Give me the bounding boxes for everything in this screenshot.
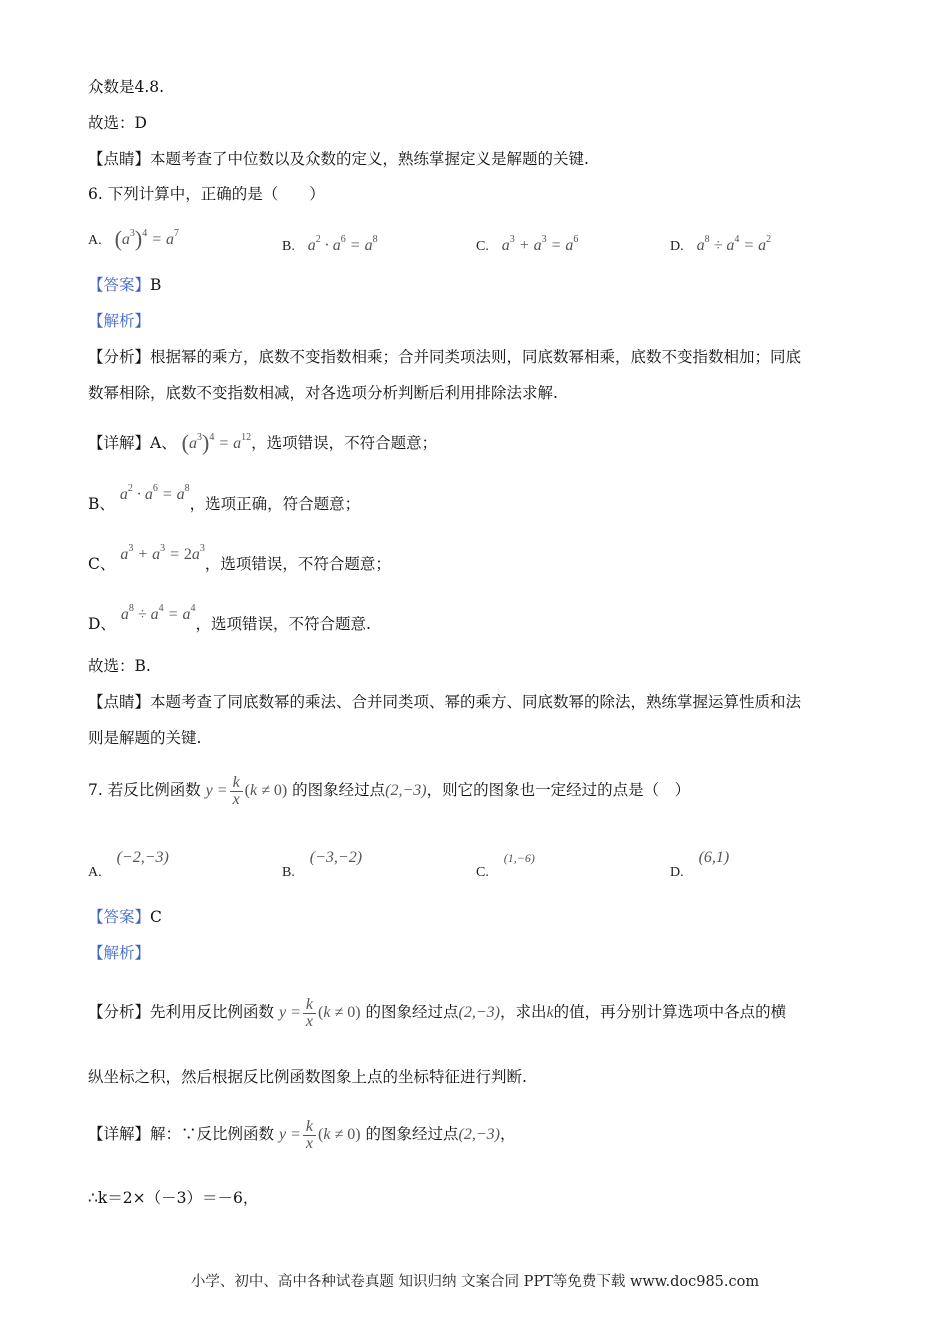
option-value: (6,1) (698, 849, 730, 866)
q7-suffix: ，则它的图象也一定经过的点是（ ） (426, 781, 691, 799)
fenxi-prefix: 先利用反比例函数 (150, 1003, 275, 1021)
math-expression: $(a^3)^4 = a^7$ (114, 226, 180, 251)
item-prefix: A、 (150, 434, 177, 452)
xiangjie-suffix: ， (499, 1125, 516, 1143)
q7-option-c (476, 846, 535, 880)
xiangjie-b (88, 483, 361, 516)
option-label: D. (670, 239, 684, 254)
math-expression: $a^2 \cdot a^6 = a^8$ (307, 234, 378, 254)
tag-fenxi: 【分析】 (88, 1003, 151, 1021)
math-function: y = $\frac{k}{x}$ (k ≠ 0) (278, 1117, 361, 1152)
text-line (88, 691, 801, 713)
xiangjie-7 (88, 1112, 515, 1157)
xiangjie-prefix: 解：∵反比例函数 (150, 1125, 275, 1143)
q7-prefix: 7. 若反比例函数 (88, 781, 201, 799)
text-line: ∴k＝2×（－3）＝－6， (88, 1189, 259, 1207)
fenxi-suffix: 的值，再分别计算选项中各点的横 (553, 1003, 787, 1021)
math-expression: $a^3 + a^3 = 2a^3$ (120, 543, 205, 563)
item-suffix: ，选项错误，不符合题意. (195, 615, 371, 633)
tag-xiangjie: 【详解】 (88, 1125, 151, 1143)
tag-dianjing: 【点睛】 (88, 150, 151, 168)
q6-option-d (670, 229, 771, 258)
option-value: (−2,−3) (116, 849, 169, 866)
option-value: (−3,−2) (309, 849, 363, 866)
fenxi-7 (88, 990, 786, 1035)
tag-fenxi: 【分析】 (88, 348, 151, 366)
math-expression: $(a^3)^4 = a^{12}$ (181, 430, 252, 455)
q7-option-b (282, 846, 363, 880)
answer-value: B (150, 276, 162, 294)
math-expression: $a^2 \cdot a^6 = a^8$ (119, 483, 190, 503)
option-label: C. (476, 239, 489, 254)
math-function: y = $\frac{k}{x}$ (k ≠ 0) (278, 995, 361, 1030)
xiangjie-mid: 的图象经过点 (365, 1125, 459, 1143)
tag-xiangjie: 【详解】 (88, 434, 151, 452)
xiangjie-c (88, 543, 391, 576)
math-expression: $a^8 \div a^4 = a^4$ (120, 603, 196, 623)
question-7 (88, 770, 690, 811)
item-prefix: B、 (88, 495, 115, 513)
text-line: 众数是4.8. (88, 78, 165, 96)
q7-option-a (88, 846, 169, 880)
option-label: C. (476, 865, 489, 880)
tag-answer: 【答案】 (88, 276, 151, 294)
q7-mid: 的图象经过点 (292, 781, 386, 799)
text-line (88, 148, 589, 170)
item-suffix: ，选项正确，符合题意； (189, 495, 361, 513)
fenxi-text: 根据幂的乘方，底数不变指数相乘；合并同类项法则，同底数幂相乘，底数不变指数相加；同底 (150, 348, 802, 366)
math-point: (2,−3) (458, 1004, 500, 1021)
page-footer: 小学、初中、高中各种试卷真题 知识归纳 文案合同 PPT等免费下载 www.doc985.com (190, 1274, 760, 1290)
tag-answer: 【答案】 (88, 908, 151, 926)
option-label: D. (670, 865, 684, 880)
xiangjie-a (88, 427, 437, 455)
option-label: B. (282, 865, 295, 880)
q7-option-d (670, 846, 730, 880)
text-line: 数幂相除，底数不变指数相减，对各选项分析判断后利用排除法求解. (88, 384, 558, 402)
math-expression: $a^3 + a^3 = a^6$ (501, 234, 579, 254)
option-label: B. (282, 239, 295, 254)
text-line: 故选：B. (88, 657, 151, 675)
text-line: 则是解题的关键. (88, 729, 202, 747)
q6-option-a (88, 223, 179, 252)
math-expression: $a^8 \div a^4 = a^2$ (696, 234, 772, 254)
item-suffix: ，选项错误，不符合题意； (251, 434, 438, 452)
item-prefix: C、 (88, 555, 116, 573)
fenxi-mid2: ，求出 (499, 1003, 547, 1021)
tag-dianjing: 【点睛】 (88, 693, 151, 711)
dianjing-text: 本题考查了同底数幂的乘法、合并同类项、幂的乘方、同底数幂的除法，熟练掌握运算性质和法 (150, 693, 802, 711)
option-value: (1,−6) (503, 851, 535, 865)
math-function: y = $\frac{k}{x}$ (k ≠ 0) (205, 773, 288, 808)
q6-option-b (282, 229, 378, 258)
item-suffix: ，选项错误，不符合题意； (204, 555, 391, 573)
answer-line (88, 906, 162, 928)
q6-option-c (476, 229, 578, 258)
xiangjie-d (88, 603, 371, 636)
tag-analysis: 【解析】 (88, 312, 151, 330)
item-prefix: D、 (88, 615, 116, 633)
math-k: k (546, 1004, 554, 1021)
text-line: 故选：D (88, 114, 147, 132)
text-line (88, 346, 801, 368)
fenxi-mid: 的图象经过点 (365, 1003, 459, 1021)
dianjing-text: 本题考查了中位数以及众数的定义，熟练掌握定义是解题的关键. (150, 150, 589, 168)
text-line: 纵坐标之积，然后根据反比例函数图象上点的坐标特征进行判断. (88, 1068, 527, 1086)
tag-analysis: 【解析】 (88, 944, 151, 962)
math-point: (2,−3) (458, 1126, 500, 1143)
answer-line (88, 274, 161, 296)
question-6: 6. 下列计算中，正确的是（ ） (88, 185, 325, 203)
answer-value: C (150, 908, 162, 926)
option-label: A. (88, 233, 102, 248)
math-point: (2,−3) (385, 782, 427, 799)
option-label: A. (88, 865, 102, 880)
